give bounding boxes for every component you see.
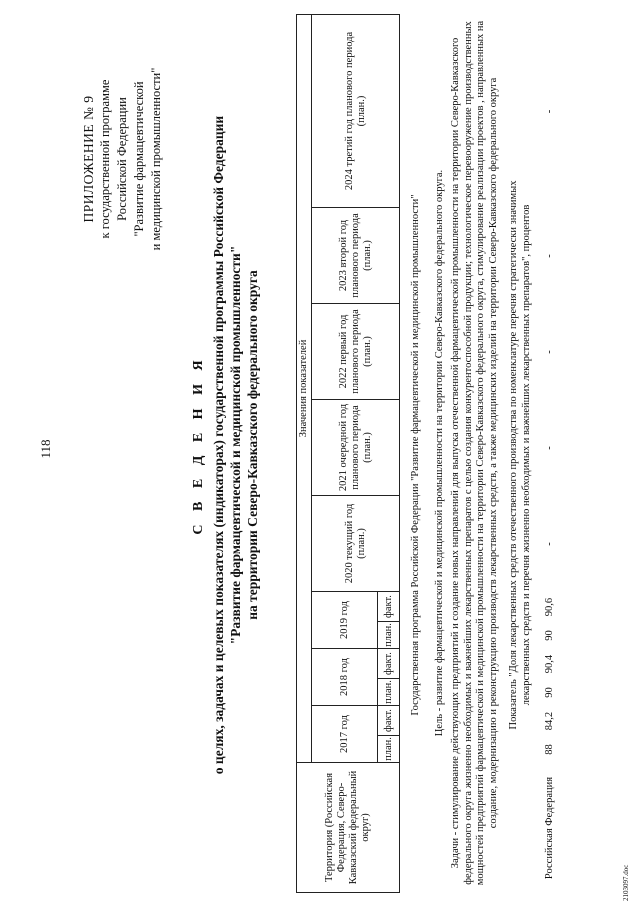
annex-line-4: "Развитие фармацевтической bbox=[132, 81, 146, 237]
doc-id: 2103097.doc bbox=[622, 864, 630, 901]
program-line: Государственная программа Российской Федерации "Развитие фармацевтической и медицинской промышленности" bbox=[410, 194, 421, 716]
goal-line: Цель - развитие фармацевтической и медицинской промышленности на территории Северо-Кавказского федерального округа. bbox=[434, 169, 445, 737]
year-2023-header: 2023 второй год планового периода (план.) bbox=[312, 208, 400, 304]
value-2022: - bbox=[544, 350, 555, 354]
page-number: 118 bbox=[38, 439, 53, 459]
value-2021: - bbox=[544, 446, 555, 450]
row-territory: Российская Федерация bbox=[544, 776, 555, 880]
annex-line-2: к государственной программе bbox=[98, 79, 112, 239]
table-row bbox=[544, 15, 558, 893]
territory-header: Территория (Российская Федерация, Северо-Кавказский федеральный округ) bbox=[297, 763, 400, 893]
value-2019-fact: 90,6 bbox=[544, 597, 555, 617]
year-2017-header: 2017 год bbox=[312, 706, 378, 763]
year-2018-header: 2018 год bbox=[312, 649, 378, 706]
title-line-3: на территории Северо-Кавказского федерального округа bbox=[245, 270, 260, 620]
fact-2018-header: факт. bbox=[378, 649, 400, 679]
value-2020: - bbox=[544, 542, 555, 546]
plan-2018-header: план. bbox=[378, 679, 400, 706]
annex-block bbox=[80, 9, 165, 309]
indicator-text: Показатель "Доля лекарственных средств отечественного производства по номенклатуре перечня стратегически значимых лекарственных средств и перечня жизненно необходимых и важнейших лекарственных препаратов", процентов bbox=[508, 180, 532, 730]
year-2022-header: 2022 первый год планового периода (план.) bbox=[312, 304, 400, 400]
value-2024: - bbox=[544, 109, 555, 114]
value-2018-fact: 90,4 bbox=[544, 654, 555, 674]
annex-line-3: Российской Федерации bbox=[115, 97, 129, 221]
value-2017-plan: 88 bbox=[544, 744, 555, 755]
year-2024-header: 2024 третий год планового периода (план.) bbox=[312, 14, 400, 207]
indicators-header-table bbox=[296, 14, 400, 893]
title-line-2: "Развитие фармацевтической и медицинской промышленности" bbox=[228, 245, 243, 645]
fact-2019-header: факт. bbox=[378, 592, 400, 622]
value-2019-plan: 90 bbox=[544, 630, 555, 641]
value-2017-fact: 84,2 bbox=[544, 711, 555, 731]
annex-line-5: и медицинской промышленности" bbox=[149, 67, 163, 251]
fact-2017-header: факт. bbox=[378, 706, 400, 736]
value-2023: - bbox=[544, 254, 555, 258]
annex-number: ПРИЛОЖЕНИЕ № 9 bbox=[81, 95, 96, 223]
year-2019-header: 2019 год bbox=[312, 592, 378, 649]
title-line-1: о целях, задачах и целевых показателях (индикаторах) государственной программы Российской Федерации bbox=[211, 115, 226, 775]
value-2018-plan: 90 bbox=[544, 687, 555, 698]
year-2020-header: 2020 текущий год (план.) bbox=[312, 496, 400, 592]
year-2021-header: 2021 очередной год планового периода (план.) bbox=[312, 400, 400, 496]
document-title bbox=[190, 45, 261, 845]
title-heading: С В Е Д Е Н И Я bbox=[191, 355, 206, 535]
plan-2019-header: план. bbox=[378, 622, 400, 649]
plan-2017-header: план. bbox=[378, 736, 400, 763]
tasks-text: Задачи - стимулирование действующих предприятий и создание новых направлений для выпуска отечественной фармацевтической промышленности на территории Северо-Кавказского федерального округа жизненно необходимых и важнейших лекарственных препаратов с целью создания конкурентоспособной продукции; технологическое перевооружение производственных мощностей предприятий фармацевтической и медицинской промышленности на территории Северо-Кавказского федерального округа, стимулирование реализации проектов , направленных на создание, модернизацию и реконструкцию производств лекарственных средств, а также медицинских изделий на территории Северо-Кавказского федерального округа bbox=[450, 20, 499, 886]
values-header: Значения показателей bbox=[297, 14, 312, 762]
